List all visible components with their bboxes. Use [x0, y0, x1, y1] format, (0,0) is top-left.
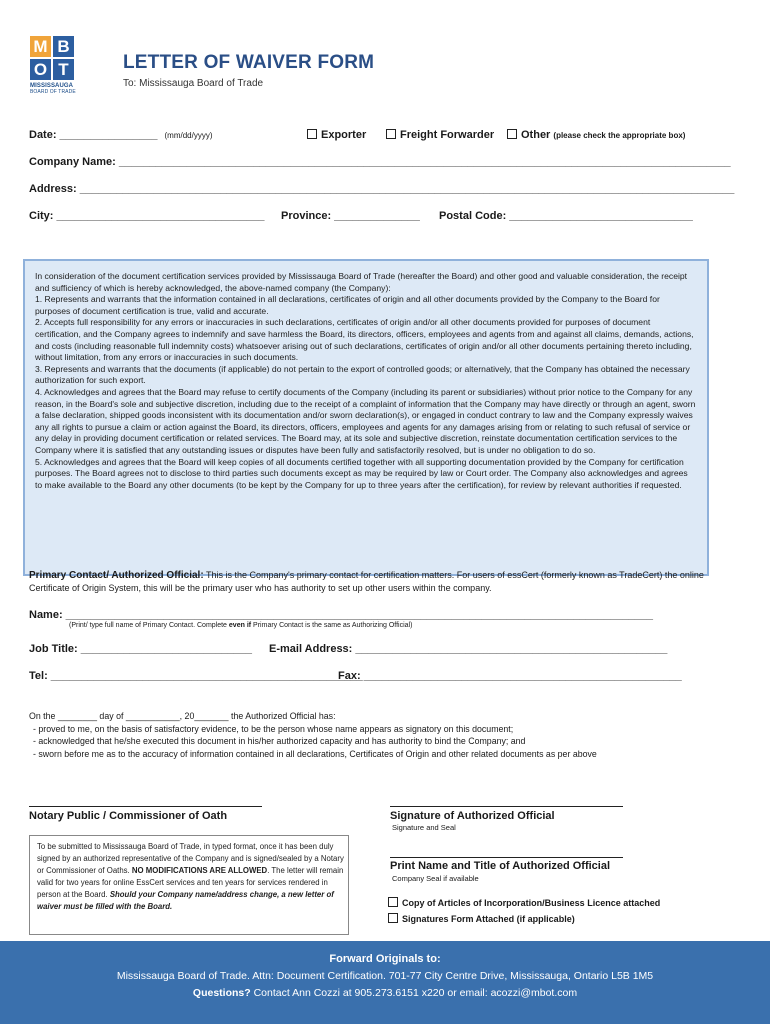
oath-statement: [29, 710, 597, 760]
submission-note: [29, 835, 349, 935]
note-no-modifications: NO MODIFICATIONS ARE ALLOWED: [131, 865, 268, 875]
footer-heading: Forward Originals to:: [329, 953, 441, 965]
mbot-logo: [30, 36, 76, 98]
terms-item-5: 5. Acknowledges and agrees that the Board will keep copies of all documents certified together with all supporting documentation provided by the Company for certification purposes. The Board agrees not to disclose to third parties such documents except as may be required by law or Court order. The Company also acknowledges and agrees to make available to the Board any other documents (to be kept by the Company for up to three years after the certification), for review by relevant authorities if requested.: [35, 456, 688, 490]
official-signature-label: Signature of Authorized Official: [390, 810, 555, 822]
other-option[interactable]: [507, 129, 685, 141]
date-field[interactable]: [29, 129, 213, 141]
fax-field[interactable]: Fax: ____________________________________________________: [338, 670, 682, 682]
logo-tile-o: O: [30, 59, 51, 80]
terms-intro: In consideration of the document certification services provided by Mississauga Board of Trade (hereafter the Board) and other good and valuable consideration, the receipt and sufficiency of which is hereby acknowledged, the above-named company (the Company):: [35, 271, 688, 293]
note-text-1: To be submitted to Mississauga Board of Trade, in typed format, once it has been duly signed by an authorized representative of the Company and is signed/sealed by a Notary or Commissioner of Oaths.: [37, 842, 344, 875]
contact-name-hint: [69, 622, 412, 629]
exporter-checkbox[interactable]: [307, 129, 317, 139]
terms-item-3: 3. Represents and warrants that the documents (if applicable) do not pertain to the export of controlled goods; or alternatively, that the Company has obtained the necessary authorization for such export.: [35, 363, 690, 386]
job-title-field[interactable]: Job Title: ____________________________: [29, 643, 253, 655]
signatures-form-option[interactable]: [388, 913, 575, 924]
articles-label: Copy of Articles of Incorporation/Business Licence attached: [402, 898, 661, 908]
name-hint-even: even: [228, 622, 245, 629]
date-hint: (mm/dd/yyyy): [164, 131, 213, 140]
official-signature-line[interactable]: [390, 806, 623, 807]
company-seal-label: Company Seal if available: [392, 874, 479, 883]
city-field[interactable]: City: __________________________________: [29, 210, 265, 222]
freight-option[interactable]: [386, 129, 494, 141]
footer-questions: [0, 987, 770, 999]
articles-checkbox[interactable]: [388, 897, 398, 907]
print-name-label: Print Name and Title of Authorized Official: [390, 860, 611, 872]
company-name-field[interactable]: Company Name: ____________________________________________________________________________________________________: [29, 156, 731, 168]
name-hint-if: if: [246, 622, 252, 629]
oath-line-1: On the ________ day of ___________, 20_______ the Authorized Official has:: [29, 711, 336, 721]
page-title: LETTER OF WAIVER FORM: [123, 52, 375, 73]
print-name-line[interactable]: [390, 857, 623, 858]
footer-questions-label: Questions?: [192, 987, 251, 999]
check-hint: (please check the appropriate box): [553, 131, 686, 140]
name-hint-text-2: Primary Contact is the same as Authorizing Official): [251, 622, 413, 629]
primary-contact-text: This is the Company's primary contact for certification matters. For users of essCert (formerly known as TradeCert) the online Certificate of Origin System, this will be the primary user who has authority to set up other users within the company.: [29, 570, 704, 593]
oath-line-3: - acknowledged that he/she executed this document in his/her authorized capacity and has authority to bind the Company; and: [33, 736, 526, 746]
signatures-form-checkbox[interactable]: [388, 913, 398, 923]
oath-line-2: - proved to me, on the basis of satisfactory evidence, to be the person whose name appears as signatory on this document;: [33, 723, 514, 734]
logo-tile-b: B: [53, 36, 74, 57]
notary-signature-line[interactable]: [29, 806, 262, 807]
logo-wordmark: [30, 83, 76, 95]
footer-address: Mississauga Board of Trade. Attn: Document Certification. 701-77 City Centre Drive, Mississauga, Ontario L5B 1M5: [116, 970, 654, 982]
terms-item-1: 1. Represents and warrants that the information contained in all declarations, certificates of origin and all other documents provided by the Company to the Board for purposes of document certification is true, valid and accurate.: [35, 294, 660, 316]
freight-checkbox[interactable]: [386, 129, 396, 139]
name-hint-text-1: (Print/ type full name of Primary Contact. Complete: [69, 622, 229, 629]
tel-field[interactable]: Tel: ___________________________________________________: [29, 670, 363, 682]
exporter-option[interactable]: [307, 129, 366, 141]
notary-label: Notary Public / Commissioner of Oath: [29, 810, 228, 822]
terms-panel: [23, 259, 709, 576]
contact-name-field[interactable]: Name: ________________________________________________________________________________________________: [29, 609, 653, 621]
primary-contact-heading: Primary Contact/ Authorized Official:: [29, 570, 204, 581]
signatures-form-label: Signatures Form Attached (if applicable): [402, 914, 575, 924]
articles-option[interactable]: [388, 897, 660, 908]
oath-line-4: - sworn before me as to the accuracy of information contained in all declarations, Certificates of Origin and other related documents as per above: [33, 748, 597, 759]
exporter-label: Exporter: [321, 129, 367, 141]
logo-text-1: MISSISSAUGA: [30, 83, 74, 89]
logo-text-2: BOARD OF TRADE: [30, 89, 76, 95]
email-field[interactable]: E-mail Address: ___________________________________________________: [269, 643, 668, 655]
footer-banner: [0, 941, 770, 1024]
footer-contact-text[interactable]: Contact Ann Cozzi at 905.273.6151 x220 or email: acozzi@mbot.com: [250, 987, 578, 999]
other-label: Other: [521, 129, 551, 141]
freight-label: Freight Forwarder: [400, 129, 495, 141]
logo-tile-t: T: [53, 59, 74, 80]
terms-item-2: 2. Accepts full responsibility for any errors or inaccuracies in such declarations, certificates of origin and/or all other documents provided for purposes of document certification, and the Company agrees to indemnify and save harmless the Board, its directors, officers, employees and agents from and against all claims, demands, actions, and costs (including reasonable full indemnity costs) whatsoever arising out of such declarations, certificates of origin and/or all other documents pertaining thereto including, without limitation, from any errors or inaccuracies in such documents.: [35, 317, 694, 363]
address-field[interactable]: Address: ___________________________________________________________________________________________________________: [29, 183, 735, 195]
date-label: Date: ________________: [29, 129, 158, 141]
primary-contact-description: [29, 569, 729, 595]
signature-seal-label: Signature and Seal: [392, 823, 456, 832]
logo-tile-m: M: [30, 36, 51, 57]
note-text-2: . The letter will remain valid for two years for online EssCert services and ten years for services rendered in person at the Board.: [37, 865, 344, 899]
addressee: To: Mississauga Board of Trade: [123, 78, 264, 89]
postal-code-field[interactable]: Postal Code: ______________________________: [439, 210, 693, 222]
other-checkbox[interactable]: [507, 129, 517, 139]
terms-item-4: 4. Acknowledges and agrees that the Board may refuse to certify documents of the Company (including its parent or subsidiaries) without prior notice to the Company for any reason, in the Board's sole and subjective discretion, including due to the receipt of a complaint of information that the Company may have directly or through an agent, sworn a false declaration, shipped goods inconsistent with its documentation and/or sworn declaration(s), or engaged in conduct contrary to law and the Company expressly waives any all rights to pursue a claim or action against the Board, its directors, officers, employees and agents for any damages arising from or relating to such refusal of service or any delay in providing document certification or related services. The Board may, at its sole and subjective discretion, reinstate documentation certification services to the Company where it is satisfied that any outstanding issues or disputes have been fully and satisfactorily resolved, but is under no obligation to do so.: [35, 386, 696, 455]
note-change-warning: Should your Company name/address change, a new letter of waiver must be filled with the Board.: [37, 889, 334, 911]
province-field[interactable]: Province: ______________: [281, 210, 420, 222]
